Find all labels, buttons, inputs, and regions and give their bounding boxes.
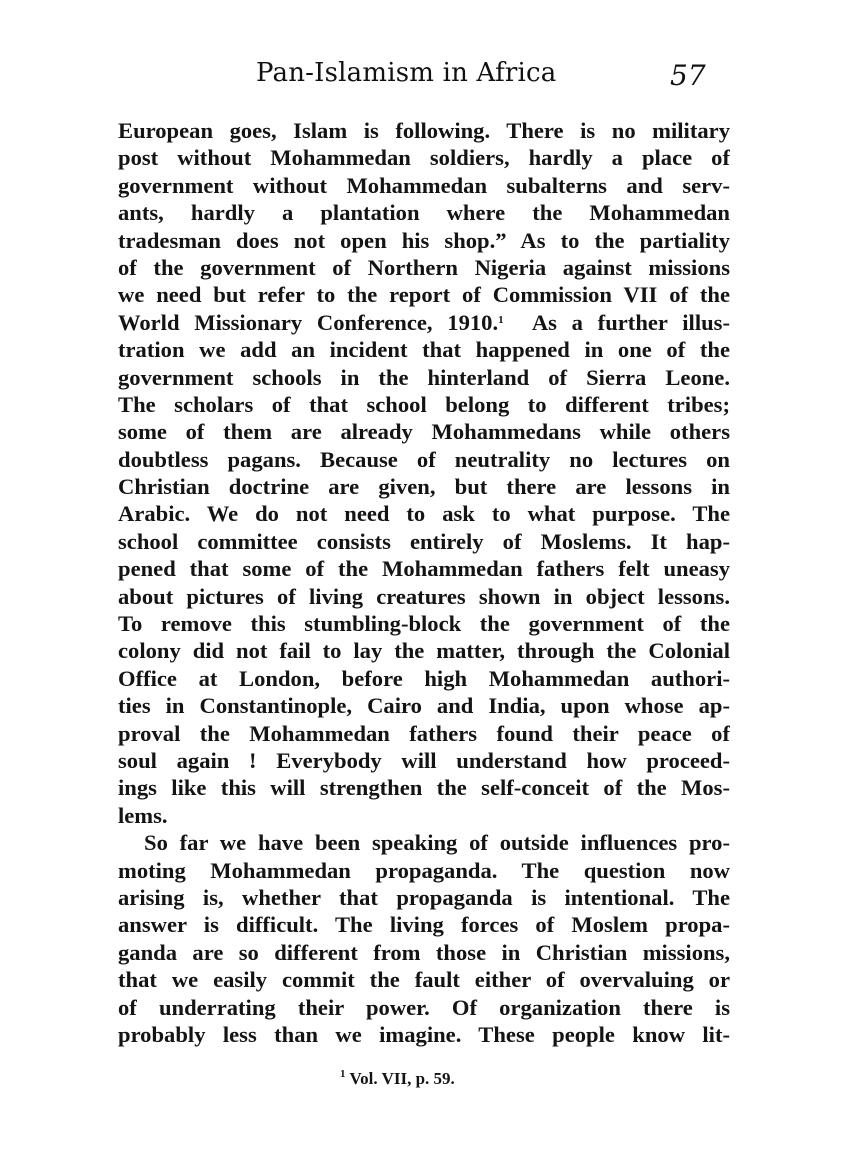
text-line: school committee consists entirely of Moslems. It hap-	[118, 528, 730, 554]
running-header	[0, 58, 850, 98]
text-line: tradesman does not open his shop.” As to the partiality	[118, 227, 730, 253]
text-line: colony did not fail to lay the matter, through the Colonial	[118, 638, 730, 664]
text-line: post without Mohammedan soldiers, hardly a place of	[118, 145, 730, 171]
footnote-reference[interactable]: 1	[498, 313, 504, 326]
text-line: government without Mohammedan subalterns and serv-	[118, 172, 730, 198]
text-line: some of them are already Mohammedans while others	[118, 419, 730, 445]
text-line-with-footnote-ref	[118, 309, 730, 336]
text-line: probably less than we imagine. These people know lit-	[118, 1021, 730, 1047]
text-line: arising is, whether that propaganda is intentional. The	[118, 884, 730, 910]
footnote-marker: 1	[340, 1068, 346, 1080]
text-segment: World Missionary Conference, 1910.	[118, 309, 499, 335]
text-line: Office at London, before high Mohammedan authori-	[118, 665, 730, 691]
footnote	[340, 1069, 455, 1089]
text-line: moting Mohammedan propaganda. The question now	[118, 857, 730, 883]
text-line: of underrating their power. Of organization there is	[118, 994, 730, 1020]
text-line: government schools in the hinterland of Sierra Leone.	[118, 364, 730, 390]
text-line: European goes, Islam is following. There is no military	[118, 118, 730, 143]
text-segment: As a further illus-	[503, 309, 730, 335]
running-title: Pan-Islamism in Africa	[256, 58, 557, 88]
text-line: about pictures of living creatures shown in object lessons.	[118, 583, 730, 609]
body-text	[118, 117, 730, 1048]
text-line: To remove this stumbling-block the government of the	[118, 611, 730, 637]
text-line: ganda are so different from those in Christian missions,	[118, 939, 730, 965]
text-line: pened that some of the Mohammedan fathers felt uneasy	[118, 556, 730, 582]
text-line: ties in Constantinople, Cairo and India, upon whose ap-	[118, 693, 730, 719]
text-line: we need but refer to the report of Commission VII of the	[118, 282, 730, 308]
page-number: 57	[670, 59, 706, 92]
text-line: soul again ! Everybody will understand how proceed-	[118, 747, 730, 773]
text-line: that we easily commit the fault either of overvaluing or	[118, 967, 730, 993]
text-line: doubtless pagans. Because of neutrality no lectures on	[118, 446, 730, 472]
text-line: proval the Mohammedan fathers found their peace of	[118, 720, 730, 746]
text-line: of the government of Northern Nigeria against missions	[118, 254, 730, 280]
text-line: The scholars of that school belong to different tribes;	[118, 391, 730, 417]
footnote-text: Vol. VII, p. 59.	[345, 1069, 455, 1088]
text-line: tration we add an incident that happened in one of the	[118, 337, 730, 363]
text-line: Arabic. We do not need to ask to what purpose. The	[118, 501, 730, 527]
paragraph-first-line: So far we have been speaking of outside influences pro-	[144, 830, 730, 856]
text-line: ings like this will strengthen the self-conceit of the Mos-	[118, 775, 730, 801]
text-line: Christian doctrine are given, but there are lessons in	[118, 474, 730, 500]
text-line: lems.	[118, 802, 168, 828]
text-line: answer is difficult. The living forces of Moslem propa-	[118, 912, 730, 938]
text-line: ants, hardly a plantation where the Mohammedan	[118, 200, 730, 226]
